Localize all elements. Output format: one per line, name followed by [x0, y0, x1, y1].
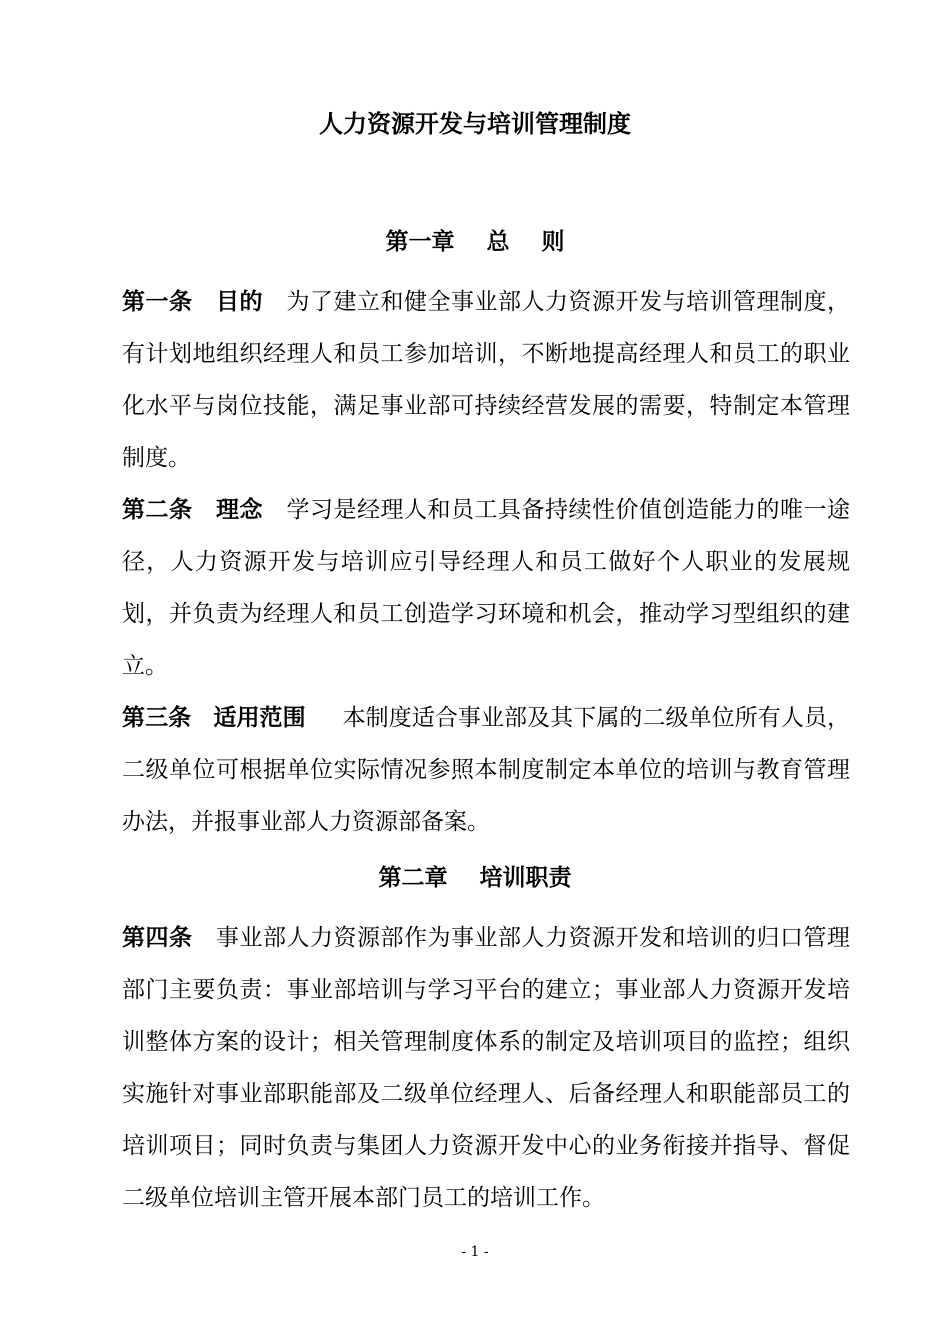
article-3-number: 第三条 [122, 704, 192, 731]
article-2 [122, 484, 850, 692]
article-3-text: 本制度适合事业部及其下属的二级单位所有人员，二级单位可根据单位实际情况参照本制度制定本单位的培训与教育管理办法，并报事业部人力资源部备案。 [122, 705, 851, 835]
article-3-topic: 适用范围 [213, 704, 306, 731]
article-1-text: 为了建立和健全事业部人力资源开发与培训管理制度，有计划地组织经理人和员工参加培训，不断地提高经理人和员工的职业化水平与岗位技能，满足事业部可持续经营发展的需要，特制定本管理制度。 [122, 289, 851, 471]
article-4-number: 第四条 [122, 924, 193, 951]
chapter-heading-1: 第一章 总 则 [385, 228, 565, 255]
chapter-heading-2: 第二章 培训职责 [378, 864, 572, 891]
document-title: 人力资源开发与培训管理制度 [319, 109, 631, 138]
article-3 [122, 692, 850, 848]
article-1-topic: 目的 [215, 288, 263, 315]
article-2-topic: 理念 [215, 496, 263, 523]
article-4-text: 事业部人力资源部作为事业部人力资源开发和培训的归口管理部门主要负责：事业部培训与学习平台的建立；事业部人力资源开发培训整体方案的设计；相关管理制度体系的制定及培训项目的监控；组织实施针对事业部职能部及二级单位经理人、后备经理人和职能部员工的培训项目；同时负责与集团人力资源开发中心的业务衔接并指导、督促二级单位培训主管开展本部门员工的培训工作。 [122, 925, 851, 1211]
article-2-number: 第二条 [122, 496, 193, 523]
article-2-text: 学习是经理人和员工具备持续性价值创造能力的唯一途径，人力资源开发与培训应引导经理人和员工做好个人职业的发展规划，并负责为经理人和员工创造学习环境和机会，推动学习型组织的建立。 [122, 497, 851, 679]
article-4 [122, 912, 850, 1224]
article-1 [122, 276, 850, 484]
page-number: - 1 - [461, 1244, 489, 1260]
article-1-number: 第一条 [122, 288, 193, 315]
